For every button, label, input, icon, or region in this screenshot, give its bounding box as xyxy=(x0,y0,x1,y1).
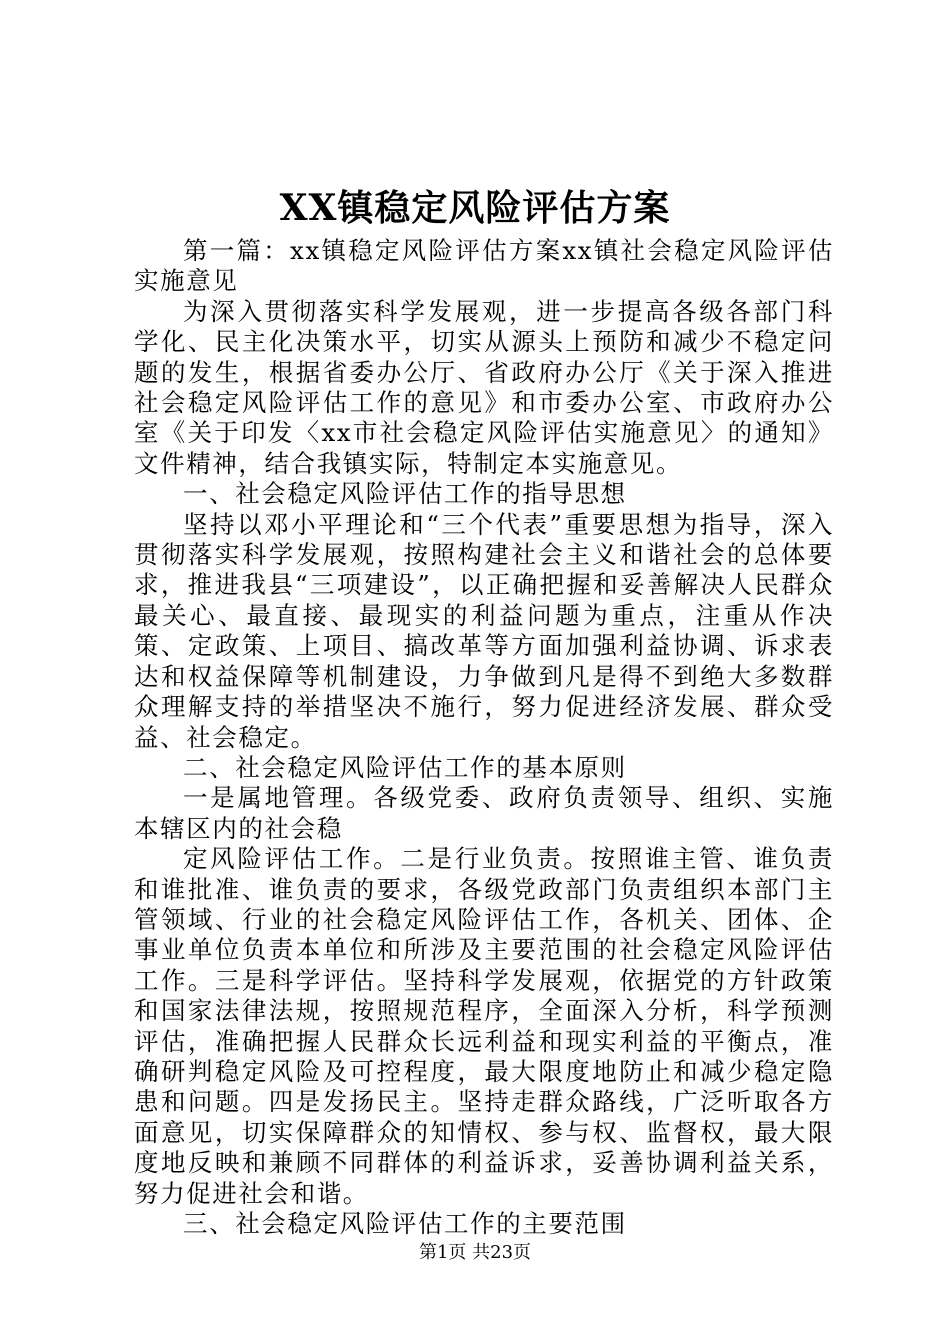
section-heading-2: 二、社会稳定风险评估工作的基本原则 xyxy=(183,752,627,782)
paragraph-principle-1: 一是属地管理。各级党委、政府负责领导、组织、实施本辖区内的社会稳 xyxy=(134,783,834,843)
document-body xyxy=(134,236,834,1239)
paragraph-principles: 定风险评估工作。二是行业负责。按照谁主管、谁负责和谁批准、谁负责的要求，各级党政部门负责组织本部门主管领域、行业的社会稳定风险评估工作，各机关、团体、企事业单位负责本单位和所涉及主要范围的社会稳定风险评估工作。三是科学评估。坚持科学发展观，依据党的方针政策和国家法律法规，按照规范程序，全面深入分析，科学预测评估，准确把握人民群众长远利益和现实利益的平衡点，准确研判稳定风险及可控程度，最大限度地防止和减少稳定隐患和问题。四是发扬民主。坚持走群众路线，广泛听取各方面意见，切实保障群众的知情权、参与权、监督权，最大限度地反映和兼顾不同群体的利益诉求，妥善协调利益关系，努力促进社会和谐。 xyxy=(134,844,834,1208)
section-heading-3: 三、社会稳定风险评估工作的主要范围 xyxy=(183,1209,627,1238)
paragraph-purpose: 为深入贯彻落实科学发展观，进一步提高各级各部门科学化、民主化决策水平，切实从源头上预防和减少不稳定问题的发生，根据省委办公厅、省政府办公厅《关于深入推进社会稳定风险评估工作的意见》和市委办公室、市政府办公室《关于印发〈xx市社会稳定风险评估实施意见〉的通知》文件精神，结合我镇实际，特制定本实施意见。 xyxy=(134,296,834,478)
section-heading-1: 一、社会稳定风险评估工作的指导思想 xyxy=(183,479,627,509)
paragraph-guiding-thought: 坚持以邓小平理论和“三个代表”重要思想为指导，深入贯彻落实科学发展观，按照构建社会主义和谐社会的总体要求，推进我县“三项建设”，以正确把握和妥善解决人民群众最关心、最直接、最现实的利益问题为重点，注重从作决策、定政策、上项目、搞改革等方面加强利益协调、诉求表达和权益保障等机制建设，力争做到凡是得不到绝大多数群众理解支持的举措坚决不施行，努力促进经济发展、群众受益、社会稳定。 xyxy=(134,509,834,752)
paragraph-intro: 第一篇：xx镇稳定风险评估方案xx镇社会稳定风险评估实施意见 xyxy=(134,236,834,296)
document-title: XX镇稳定风险评估方案 xyxy=(279,187,671,229)
page-footer: 第1页 共23页 xyxy=(418,1242,532,1263)
